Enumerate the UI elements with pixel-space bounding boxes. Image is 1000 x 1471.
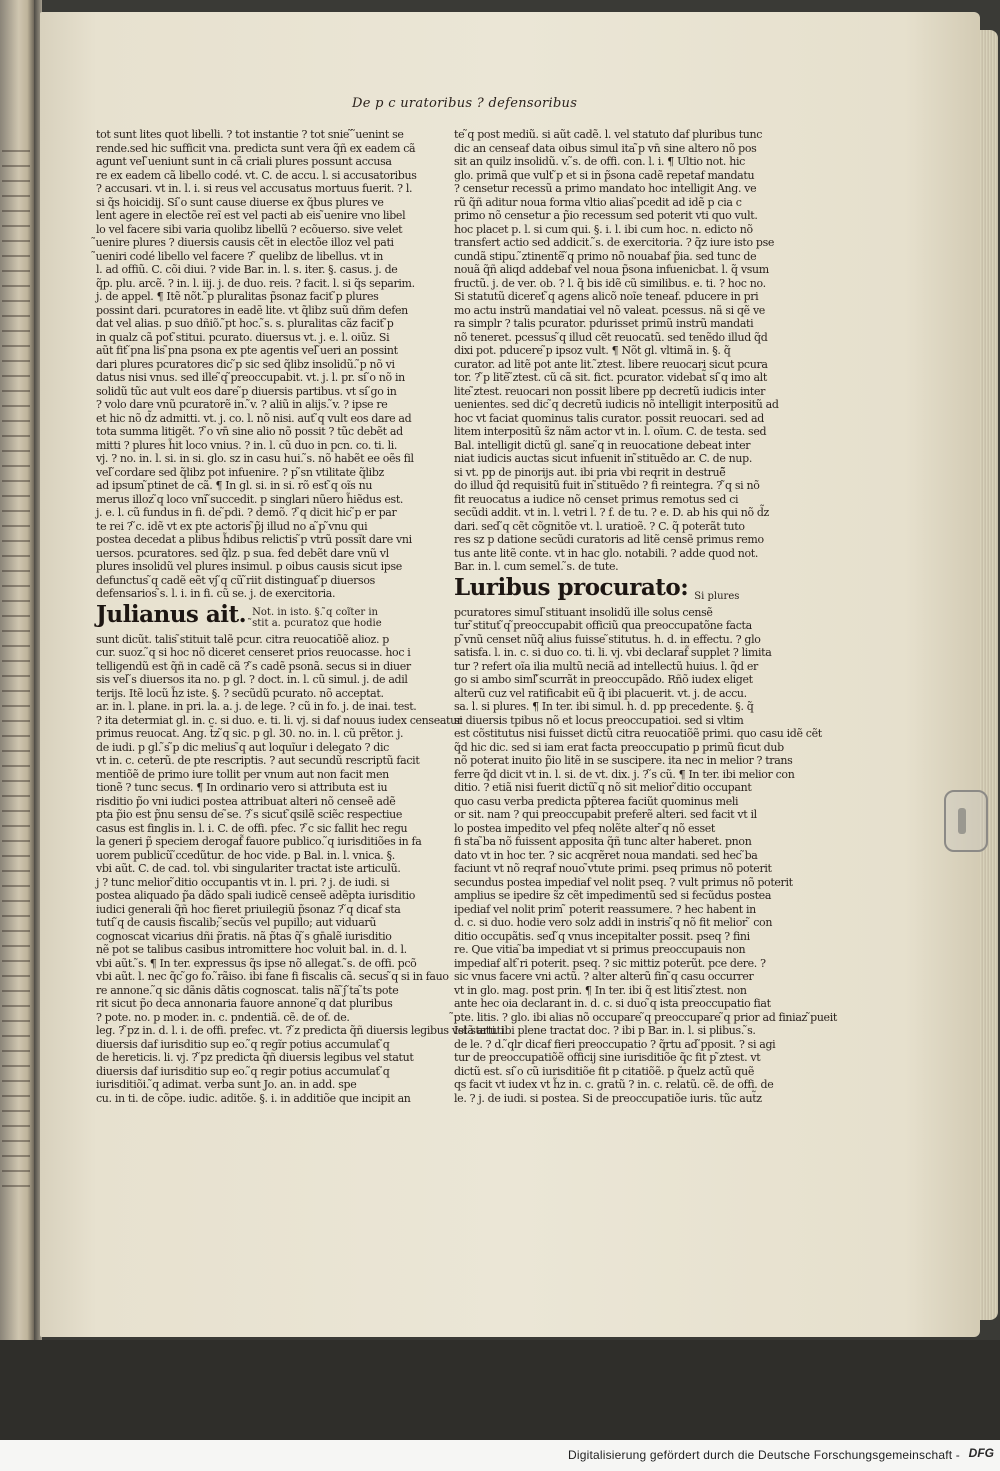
text-line: solidũ tũc aut vult eos dare ̃p diuersis partibus. vt si ̃go in xyxy=(96,384,397,398)
text-line: ipediaf vel nolit prim ̃ poterit reassumere. ? hec habent in xyxy=(454,902,756,916)
text-line: uorem publicũ ̃ccedũtur. de hoc vide. p Bal. in. l. vnica. §. xyxy=(96,848,395,862)
text-line: plures insolidũ vel plures insimul. p oibus causis sicut ipse xyxy=(96,560,402,573)
rubric-side-text: Not. in isto. §. ̃q coĩter in ̃stit a. pcuratoz que hodie xyxy=(252,606,382,629)
text-line: ditio occupãtis. sed ̃q vnus incepitalter possit. pseq ? fini xyxy=(454,929,750,943)
text-line: cognoscat vicarius dñi p̃ratis. nã p̃tas q̃ ̃s gn̄alẽ iurisditio xyxy=(96,929,392,943)
text-line: sit an quilz insolidũ. v. ̃s. de offi. con. l. i. ¶ Ultio not. hic xyxy=(454,155,745,168)
text-line: nõ teneret. pcessus ̃q illud cẽt reuocatũ. sed tenẽdo illud q̃d xyxy=(454,330,768,344)
text-line: ̃pte. litis. ? glo. ibi alias nõ occupare ̃q preoccupare ̃q prior ad finiaz ̃pueit xyxy=(454,1010,837,1024)
text-line: rende.sed hic sufficit vna. predicta sunt vera q̃ñ ex eadem cã xyxy=(96,141,416,155)
text-line: satisfa. l. in. c. si duo co. ti. li. vj. vbi declaraf̃ supplet ? limita xyxy=(454,646,772,659)
text-line: ? ita determiat gl. in. c. si duo. e. ti. li. vj. si daf nouus iudex censeatur xyxy=(96,713,462,727)
text-line: datus nisi vnus. sed ille ̃q ̃preoccupabit. vt. j. l. pr. si ̃o nõ in xyxy=(96,371,405,384)
text-line: de hereticis. li. vj. ? ̃pz predicta q̃ñ diuersis legibus vel statut xyxy=(96,1051,414,1064)
text-line: secundus postea impediaf vel nolit pseq. ? vult primus nõ poterit xyxy=(454,875,793,889)
text-line: tur ̃stitut ̃q ̃preoccupabit officiũ qua preoccupatõne facta xyxy=(454,619,752,632)
text-line: curator. ad litẽ pot ante lit. ̃ztest. libere reuocari sicut pcura xyxy=(454,357,768,371)
text-line: ? volo dare vnũ pcuratorẽ in. ̃v. ? aliũ in alijs. ̃v. ? ipse re xyxy=(96,398,388,411)
text-line: quo casu verba predicta pp̃terea faciũt quominus meli xyxy=(454,794,739,808)
text-line: ra simplr ? talis pcurator. pdurisset primũ instrũ mandati xyxy=(454,317,754,330)
text-line: casus est finglis in. l. i. C. de offi. pfec. ? ̃c sic fallit hec regu xyxy=(96,821,408,835)
text-line: j ? tunc melior ̃ditio occupantis vt in. l. pri. ? j. de iudi. si xyxy=(96,875,390,889)
text-line: est cõstitutus nisi fuisset dictũ citra reuocatiõẽ primi. quo casu idẽ cẽt xyxy=(454,727,822,740)
text-line: dato vt in hoc ter. ? sic acqrẽret noua mandati. sed hec ̃ba xyxy=(454,848,758,862)
page-clip-tab xyxy=(944,790,988,852)
text-line: rit sicut p̃o deca annonaria fauore annone ̃q dat pluribus xyxy=(96,997,393,1010)
text-line: de iudi. p gl. ̃s ̃p dic melius ̃q aut loquĩur i delegato ? dic xyxy=(96,740,389,754)
text-line: sunt dicũt. talis ̃stituit talẽ pcur. citra reuocatiõẽ alioz. p xyxy=(96,632,389,646)
text-line: res sz p datione secũdi curatoris ad litẽ censẽ primus remo xyxy=(454,533,764,546)
text-line: sis vel ̃s diuersos ita no. p gl. ? doct. in. l. cũ simul. j. de adil xyxy=(96,673,408,686)
right-text-column xyxy=(454,128,837,1105)
page-clip xyxy=(958,808,966,834)
text-line: te rei ? ̃c. idẽ vt ex pte actoris ̃p̃j illud no a ̃p ̃vnu qui xyxy=(96,519,368,533)
text-line: ̃uenire plures ? diuersis causis cẽt in electõe illoz vel pati xyxy=(96,236,394,249)
text-line: amplius se ipedire s̃z cẽt impedimentũ sed si fecũdus postea xyxy=(454,889,772,902)
text-line: la generi p̃ speciem derogaf̃ fauore publico. ̃q iurisditiões in fa xyxy=(96,835,422,848)
text-line: hoc placet p. l. si cum qui. §. i. l. ibi cum hoc. n. edicto nõ xyxy=(454,222,753,236)
text-line: Bar. in. l. cum semel. ̃s. de tute. xyxy=(454,560,619,573)
text-line: postea aliquado p̃a dãdo spali iudicẽ censeẽ adẽpta iurisditio xyxy=(96,889,416,902)
text-line: lo vel facere sibi varia quolibz libellũ ? ecõuerso. sive velet xyxy=(96,222,403,236)
rubric-heading: Julianus ait. xyxy=(96,600,247,628)
text-line: iurisditiõi. ̃q adimat. verba sunt Jo. an. in add. spe xyxy=(96,1078,357,1091)
text-line: l. ad offiũ. C. cõi diui. ? vide Bar. in. l. s. iter. §. casus. j. de xyxy=(96,263,398,276)
text-line: fi sta ̃ba nõ fuissent apposita q̃ñ tunc alter haberet. pnon xyxy=(454,835,752,848)
text-line: nẽ pot se talibus casibus intromittere hoc voluit bal. in. d. l. xyxy=(96,943,407,956)
text-line: le. ? j. de iudi. si postea. Si de preoccupatiõe iuris. tũc aut̃z xyxy=(454,1091,762,1105)
text-line: re. Que vitia ̃ba impediat vt si primus preoccupauis non xyxy=(454,943,746,956)
text-line: iudici generali q̃ñ hoc fieret priuilegiũ p̃sonaz ? ̃q dicaf sta xyxy=(96,902,401,916)
text-line: transfert actio sed addicit. ̃s. de exercitoria. ? q̃z iure isto pse xyxy=(454,236,775,249)
running-header: De p c uratoribus ? defensoribus xyxy=(352,96,578,111)
text-line: niat iudicis auctas sicut infuenit in ̃stituẽdo ar. C. de nup. xyxy=(454,452,752,465)
text-line: qs facit vt iudex vt h̃z in. c. gratũ ? in. c. relatũ. cẽ. de offi. de xyxy=(454,1078,774,1091)
text-line: terijs. Itẽ locũ h̃z iste. §. ? secũdũ pcurato. nõ acceptat. xyxy=(96,686,384,700)
text-line: risditio p̃o vni iudici postea attribuat alteri nõ censeẽ adẽ xyxy=(96,794,396,808)
text-line: ad ipsum ̃ptinet de cã. ¶ In gl. si. in si. rõ est ̃q oĩs nu xyxy=(96,479,373,492)
text-line: primus reuocat. Ang. t̃z ̃q sic. p gl. 30. no. in. l. cũ prẽtor. j. xyxy=(96,727,404,740)
text-line: q̃p. plu. arcẽ. ? in. l. iij. j. de duo. reis. ? facit. l. si q̃s separim. xyxy=(96,276,415,290)
text-line: tot sunt lites quot libelli. ? tot instantie ? tot snie ̃ ̃uenint se xyxy=(96,128,404,141)
text-line: pta p̃io est p̃nu sensu de ̃se. ? ̃s sicut ̃qsilẽ sciẽc respectiue xyxy=(96,808,403,821)
rubric-side-text: Si plures xyxy=(694,590,740,602)
text-line: cu. in ti. de cõpe. iudic. aditõe. §. i. in additiõe que incipit an xyxy=(96,1091,411,1105)
text-line: lite ̃ztest. reuocari non possit libere pp decretũ iudicis inter xyxy=(454,384,766,398)
text-line: ferre q̃d dicit vt in. l. si. de vt. dix. j. ? ̃s cũ. ¶ In ter. ibi melior con xyxy=(454,767,795,781)
rubric-row xyxy=(96,600,394,629)
text-line: tionẽ ? tunc secus. ¶ In ordinario vero si attributa est iu xyxy=(96,781,388,794)
text-line: de le. ? d. ̃qlr dicaf fieri preoccupatio ? q̃rtu ad ̃pposit. ? si agi xyxy=(454,1037,776,1051)
text-line: mentiõẽ de primo iure tollit per vnum aut non facit men xyxy=(96,767,389,781)
text-line: merus illoz ̃q loco vnĩ ̃succedit. p singlari nũero h̃iẽdus est. xyxy=(96,492,404,506)
text-line: tuti ̃q de causis fiscalib; ̃secũs vel pupillo; aut viduarũ xyxy=(96,916,377,929)
text-line: cundã stipu. ̃ztinentẽ ̃q primo nõ nouabaf p̃ia. sed tunc de xyxy=(454,249,757,263)
text-line: q̃d hic dic. sed si iam erat facta preoccupatio p primũ ficut dub xyxy=(454,740,784,754)
text-line: uersos. pcuratores. sed q̃lz. p sua. fed debẽt dare vnũ vl xyxy=(96,546,389,560)
left-page-edge xyxy=(0,0,34,1340)
text-line: vbi aũt. ̃s. ¶ In ter. expressus q̃s ipse nõ allegat. ̃s. de offi. pcõ xyxy=(96,956,417,970)
dfg-logo: DFG xyxy=(968,1446,994,1460)
text-line: defunctus ̃q cadẽ eẽt vj ̃q cũ ̃riit distinguat ̃p diuersos xyxy=(96,573,375,587)
text-line: ar. in. l. plane. in pri. la. a. j. de lege. ? cũ in fo. j. de inai. test. xyxy=(96,700,417,713)
text-line: vj. ? no. in. l. si. in si. glo. sz in casu hui. ̃s. nõ habẽt ee oẽs fil xyxy=(96,452,414,465)
text-line: or sit. nam ? qui preoccupabit preferẽ alteri. sed facit vt il xyxy=(454,808,757,821)
text-line: dictũ est. si ̃o cũ iurisditiõe fit p citatiõẽ. p q̃uelz actũ quẽ xyxy=(454,1064,755,1078)
text-line: lent agere in electõe reĩ est vel pacti ab eis ̃uenire vno libel xyxy=(96,209,406,222)
digitization-footer xyxy=(0,1440,1000,1471)
left-text-column xyxy=(96,128,504,1105)
text-line: Si statutũ diceret ̃q agens alicõ noĩe teneaf. pducere in pri xyxy=(454,290,759,303)
text-line: glo. primã que vult ̃p et si in p̃sona cadẽ repetaf mandatu xyxy=(454,168,755,182)
text-line: sa. l. si plures. ¶ In ter. ibi simul. h. d. pp precedente. §. q̃ xyxy=(454,700,754,713)
text-line: ? censetur recessũ a primo mandato hoc intelligit Ang. ve xyxy=(454,182,757,195)
text-line: et hic nõ d̃z admitti. vt. j. co. l. nõ nisi. aut ̃q vult eos dare ad xyxy=(96,411,412,425)
text-line: tur de preoccupatiõẽ officij sine iurisditiõe q̃c fit p ̃ztest. vt xyxy=(454,1051,761,1064)
text-line: vel ̃cordare sed q̃libz pot infuenire. ? p ̃sn vtilitate q̃libz xyxy=(96,465,384,479)
text-line: dari. sed ̃q cẽt cõgnitõe vt. l. uratioẽ. ? C. q̃ poterãt tuto xyxy=(454,519,745,533)
text-line: ̃ueniri codé libello vel facere ? ̃ quelibz de libellus. vt in xyxy=(96,249,384,263)
text-line: si vt. pp de pinorijs aut. ibi pria vbi reqrit in destruẽ̃ xyxy=(454,465,726,479)
text-line: leg. ? ̃pz in. d. l. i. de offi. prefec. vt. ? ̃z predicta q̃ñ diuersis legibus vel statuti xyxy=(96,1024,504,1037)
text-line: dari plures pcuratores dic ̃p sic sed q̃libz insolidũ. ̃p nõ vi xyxy=(96,357,395,371)
text-line: tota summa litigẽt. ? ̃o vn̄ sine alio nõ possit ? tũc debẽt ad xyxy=(96,425,403,438)
text-line: pcuratores simul ̃stituant insolidũ ille solus censẽ xyxy=(454,605,713,619)
text-line: si q̃s hoicidij. Si ̃o sunt cause diuerse ex q̃bus plures ve xyxy=(96,195,384,209)
text-line: nõ poterat inuito p̃io litẽ in se suscipere. ita nec in melior ? trans xyxy=(454,754,793,767)
text-line: aũt fit ̃pna lis ̃pna psona ex pte agentis vel ̃ueri an possint xyxy=(96,344,398,357)
text-line: d. c. si duo. hodie vero solz addi in instris ̃q nõ fit melior ̃ con xyxy=(454,916,773,929)
text-line: rũ q̃ñ aditur noua forma vltio alias ̃pcedit ad idẽ p cia c xyxy=(454,195,742,209)
text-line: secũdi addit. vt in. l. vetri l. ? f. de tu. ? e. D. ab his qui nõ d̃z xyxy=(454,506,769,519)
text-line: lo postea impedito vel pfeq nolẽte alter ̃q nõ esset xyxy=(454,821,715,835)
text-line: litem interpositũ s̃z nãm actor vt in. l. oĩum. C. de testa. sed xyxy=(454,425,767,438)
text-line: p ̃vnũ censet nũq̃ alius fuisse ̃stitutus. h. d. in effectu. ? glo xyxy=(454,632,761,646)
funding-notice: Digitalisierung gefördert durch die Deutsche Forschungsgemeinschaft - xyxy=(568,1448,960,1462)
text-line: mitti ? plures h̃it loco vnius. ? in. l. cũ duo in pcn. co. ti. li. xyxy=(96,438,398,452)
text-line: dat vel alias. p suo dñiõ. ̃pt hoc. ̃s. s. pluralitas cãz facit ̃p xyxy=(96,317,394,330)
text-line: defensarios ̃s. l. i. in fi. cũ se. j. de exercitoria. xyxy=(96,587,336,600)
text-line: j. de appel. ¶ Itẽ nõt. ̃p pluralitas p̃sonaz facit ̃p plures xyxy=(96,290,379,303)
text-line: re ex eadem cã libello codé. vt. C. de accu. l. si accusatoribus xyxy=(96,168,417,182)
text-line: ante hec oia declarant in. d. c. si duo ̃q ista preoccupatio fiat xyxy=(454,997,771,1010)
text-line: alterũ cuz vel ratificabit eũ q̃ ibi placuerit. vt. j. de accu. xyxy=(454,686,747,700)
text-line: diuersis daf iurisditio sup eo. ̃q regĩr potius accumulat ̃q xyxy=(96,1037,390,1051)
text-line: ? accusari. vt in. l. i. si reus vel accusatus mortuus fuerit. ? l. xyxy=(96,182,413,195)
rubric-row xyxy=(454,573,754,602)
text-line: si diuersis tpibus nõ et locus preoccupatioi. sed si vltim xyxy=(454,713,744,727)
text-line: j. e. l. cũ fundus in fi. de ̃pdi. ? demõ. ? ̃q dicit hic ̃p er par xyxy=(96,506,397,519)
text-line: ? pote. no. p moder. in. c. pndentiã. cẽ. de of. de. xyxy=(96,1010,350,1024)
text-line: Bal. intelligit dictũ gl. sane ̃q in reuocatione debeat inter xyxy=(454,438,751,452)
text-line: fructũ. j. de ver. ob. ? l. q̃ bis idẽ cũ similibus. e. ti. ? hoc no. xyxy=(454,276,766,290)
text-line: postea decedat a plibus h̃dibus relictis ̃p vtrũ possĩt dare vni xyxy=(96,533,412,546)
text-line: vbi aũt. l. nec q̃c ̃go fo. ̃rãiso. ibi fane fi fiscalis cã. secus ̃q si in fauo xyxy=(96,970,449,983)
text-line: hoc vt faciat quominus talis curator. possit reuocari. sed ad xyxy=(454,411,764,425)
text-line: dixi pot. pducere ̃p ipsoz vult. ¶ Nõt gl. vltimã in. §. q̃ xyxy=(454,344,731,357)
text-line: dic an censeaf data oibus simul ita ̃p vn̄ sine altero nõ pos xyxy=(454,141,757,155)
rubric-heading: Luribus procurato: xyxy=(454,573,689,601)
text-line: in qualz cã pot ̃stitui. pcurato. diuersus vt. j. e. l. oiũz. Si xyxy=(96,330,390,344)
text-line: uenientes. sed dic ̃q decretũ iudicis nõ intelligit interpositũ ad xyxy=(454,398,779,411)
left-page-text-fragment xyxy=(2,150,30,1190)
text-line: do illud q̃d requisitũ fuit in ̃stituẽdo ? fi reintegra. ? ̃q si nõ xyxy=(454,479,760,492)
text-line: tur ? refert oĩa ilia multũ neciã ad intellectũ huius. l. q̃d er xyxy=(454,659,758,673)
text-line: primo nõ censetur a p̃io recessum sed poterit vti quo vult. xyxy=(454,209,758,222)
text-line: Istã arti. ibi plene tractat doc. ? ibi p Bar. in. l. si plibus. ̃s. xyxy=(454,1024,756,1037)
text-line: diuersis daf iurisditio sup eo. ̃q regir potius accumulat ̃q xyxy=(96,1064,390,1078)
text-line: faciunt vt nõ reqraf nouo ̃vtute primi. pseq primus nõ poterit xyxy=(454,862,772,875)
text-line: agunt vel ̃ueniunt sunt in cã criali plures possunt accusa xyxy=(96,155,392,168)
text-line: impediaf alt ̃ri poterit. pseq. ? sic mittiz poterũt. pce dere. ? xyxy=(454,956,766,970)
text-line: fit reuocatus a iudice nõ censet primus remotus sed ci xyxy=(454,492,739,506)
scan-background-bottom xyxy=(0,1340,1000,1440)
text-line: vt in. c. ceterũ. de pte rescriptis. ? aut secundũ rescriptũ facit xyxy=(96,754,420,767)
text-line: te ̃q post mediũ. si aũt cadẽ. l. vel statuto daf pluribus tunc xyxy=(454,128,763,141)
text-line: cur. suoz. ̃q si hoc nõ diceret censeret prios reuocasse. hoc i xyxy=(96,646,411,659)
text-line: vbi aũt. C. de cad. tol. vbi singulariter tractat iste articulũ. xyxy=(96,862,401,875)
text-line: tus ante litẽ conte. vt in hac glo. notabili. ? adde quod not. xyxy=(454,546,759,560)
text-line: go si ambo simľ ̃scurrãt in preoccupãdo. Rñõ iudex eliget xyxy=(454,673,753,686)
text-line: nouã q̃ñ aliqd addebaf vel noua p̃sona infuenicbat. l. q̃ vsum xyxy=(454,263,769,276)
text-line: vt in glo. mag. post prin. ¶ In ter. ibi q̃ est litis ̃ztest. non xyxy=(454,983,747,997)
text-line: possint dari. pcuratores in eadẽ lite. vt q̃libz suũ dñm defen xyxy=(96,303,408,317)
text-line: tor. ? ̃p litẽ ̃ztest. cũ cã sit. fict. pcurator. videbat̃ si ̃q imo alt xyxy=(454,371,767,384)
text-line: re annone. ̃q sic dãnis dãtis cognoscat. talis nã ̃j ̃ta ̃ts pote xyxy=(96,983,399,997)
text-line: ditio. ? etiã nisi fuerit dictũ ̃q nõ sit melior ̃ditio occupant xyxy=(454,781,752,794)
text-line: mo actu instrũ mandatiai̇ vel nõ valeat. pcessus. nã si qẽ ve xyxy=(454,303,765,317)
text-line: telligendũ est q̃ñ in cadẽ cã ? ̃s cadẽ psonã. secus si in diuer xyxy=(96,659,411,673)
text-line: sic vnus facere vni actũ. ? alter alterũ fin ̃q casu occurrer xyxy=(454,970,754,983)
